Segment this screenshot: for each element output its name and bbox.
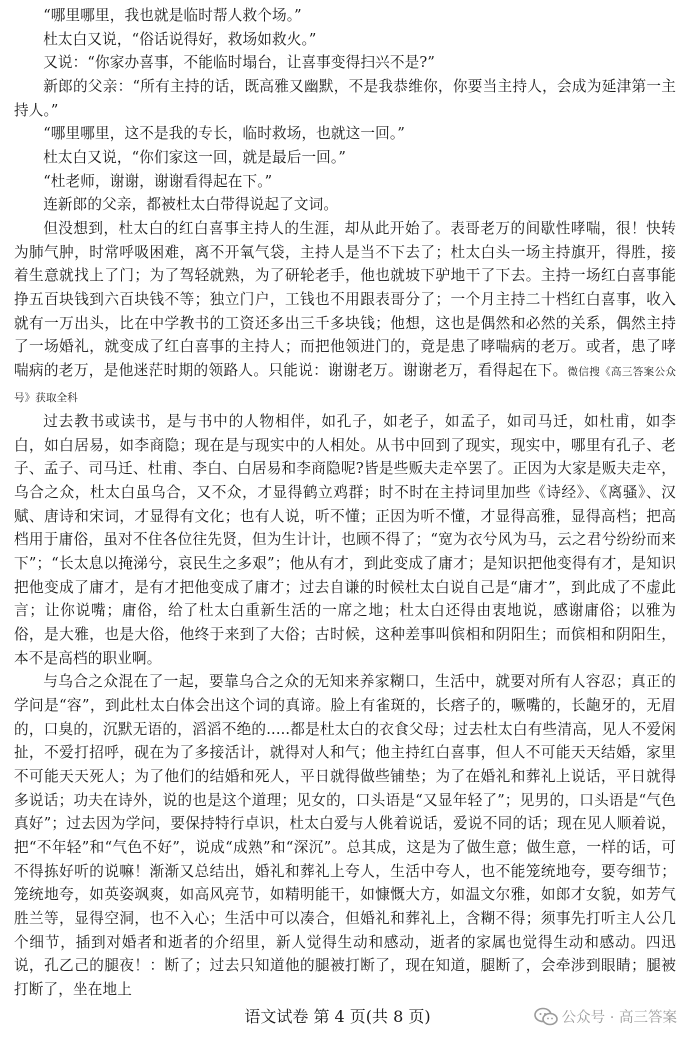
watermark: [534, 1006, 677, 1027]
paragraph: 与乌合之众混在了一起，要靠乌合之众的无知来养家糊口，生活中，就要对所有人容忍；真正的学问是“容”，到此杜太白体会出这个词的真谛。脸上有雀斑的，长瘩子的，噘嘴的，长龅牙的，无眉的，口臭的，沉默无语的，滔滔不绝的.....都是杜太白的衣食父母；过去杜太白有些清高，见人不爱闲扯，不爱打招呼，砚在为了多接活计，就得对人和气；他主持红白喜事，但人不可能天天结婚，家里不可能天天死人；为了他们的结婚和死人，平日就得做些铺垫；为了在婚礼和葬礼上说话，平日就得多说话；功夫在诗外，说的也是这个道理；见女的，口头语是“又显年轻了”；见男的，口头语是“气色真好”；过去因为学问，要保持特行卓识，杜太白爱与人佻着说话，爱说不同的话；现在见人顺着说，把“不年轻”和“气色不好”，说成“成熟”和“深沉”。总其成，这是为了做生意；做生意，一样的话，可不得拣好听的说嘛！渐渐又总结出，婚礼和葬礼上夸人，生活中夸人，也不能笼统地夸，要夸细节；笼统地夸，如英姿飒爽，如高风亮节，如精明能干，如慷慨大方，如温文尔雅，如郎才女貌，如芳气胜兰等，显得空洞，也不入心；生活中可以凑合，但婚礼和葬礼上，含糊不得；须事先打听主人公几个细节，插到对婚者和逝者的介绍里，新人觉得生动和感动，逝者的家属也觉得生动和感动。四迅说，孔乙己的腿夜！：断了；过去只知道他的腿被打断了，现在知道，腿断了，会牵涉到眼睛；腿被打断了，坐在地上: [14, 673, 676, 998]
page-number: 语文试卷 第 4 页(共 8 页): [244, 1007, 431, 1026]
paragraph: “哪里哪里，这不是我的专长，临时救场，也就这一回。”: [43, 125, 405, 143]
paragraph: “杜老师，谢谢，谢谢看得起在下。”: [43, 172, 273, 190]
wechat-icon: [534, 1007, 558, 1027]
paragraph: 新郎的父亲：“所有主持的话，既高雅又幽默，不是我恭维你，你要当主持人，会成为延津第一主持人。”: [14, 77, 676, 119]
paragraph: [14, 217, 676, 410]
paragraph: 过去教书或读书，是与书中的人物相伴，如孔子，如老子，如孟子，如司马迁，如杜甫，如李白，如白居易，如李商隐；现在是与现实中的人相处。从书中回到了现实，现实中，哪里有孔子、老子、孟子、司马迁、杜甫、李白、白居易和李商隐呢?皆是些贩夫走卒罢了。正因为大家是贩夫走卒，乌合之众，杜太白虽乌合，又不众，才显得鹤立鸡群；时不时在主持词里加些《诗经》、《离骚》、汉赋、唐诗和宋词，才显得有文化；也有人说，听不懂；正因为听不懂，才显得高雅，显得高档；把高档用于庸俗，虽对不住各位往先贤，但为生计计，也顾不得了；“宽为衣兮风为马，云之君兮纷纷而来下”；“长太息以掩涕兮，哀民生之多艰”；他从有才，到此变成了庸才；是知识把他变得有才，是知识把他变成了庸才，是有才把他变成了庸才；过去自谦的时候杜太白说自己是“庸才”，到此成了不虚此言；让你说嘴；庸俗，给了杜太白重新生活的一席之地；杜太白还得由衷地说，感谢庸俗；以雅为俗，是大雅，也是大俗，他终于来到了大俗；古时候，这种差事叫傧相和阴阳生；而傧相和阴阳生，本不是高档的职业啊。: [14, 413, 676, 667]
watermark-text: 公众号 · 高三答案: [561, 1010, 677, 1026]
paragraph: 连新郎的父亲，都被杜太白带得说起了文词。: [43, 196, 339, 214]
promo-text: 微信搜《高三答案公众号》获取全科: [14, 365, 676, 404]
paragraph: 杜太白又说，“你们家这一回，就是最后一回。”: [43, 148, 346, 166]
article-body: [14, 4, 676, 1002]
paragraph: 又说：“你家办喜事，不能临时塌台，让喜事变得扫兴不是?”: [43, 54, 435, 72]
paragraph: “哪里哪里，我也就是临时帮人救个场。”: [43, 7, 302, 24]
paragraph: 杜太白又说，“俗话说得好，救场如救火。”: [43, 30, 317, 48]
paragraph-text: 但没想到，杜太白的红白喜事主持人的生涯，却从此开始了。表哥老万的间歇性哮喘，很！快转为肺气肿，时常呼吸困难，离不开氧气袋，主持人是当不下去了；杜太白头一场主持旗开，得胜，接着生意就找上了门；为了驾轻就熟，为了研轮老手，他也就坡下驴地干了下去。主持一场红白喜事能挣五百块钱到六百块钱不等；独立门户，工钱也不用跟表哥分了；一个月主持二十档红白喜事，收入就有一万出头，比在中学教书的工资还多出三千多块钱；他想，这也是偶然和必然的关系，偶然主持了一场婚礼，就变成了红白喜事的主持人；而把他领进门的，竟是患了哮喘病的老万。或者，患了哮喘病的老万，是他迷茫时期的领路人。只能说：谢谢老万。谢谢老万，看得起在下。: [14, 219, 676, 379]
